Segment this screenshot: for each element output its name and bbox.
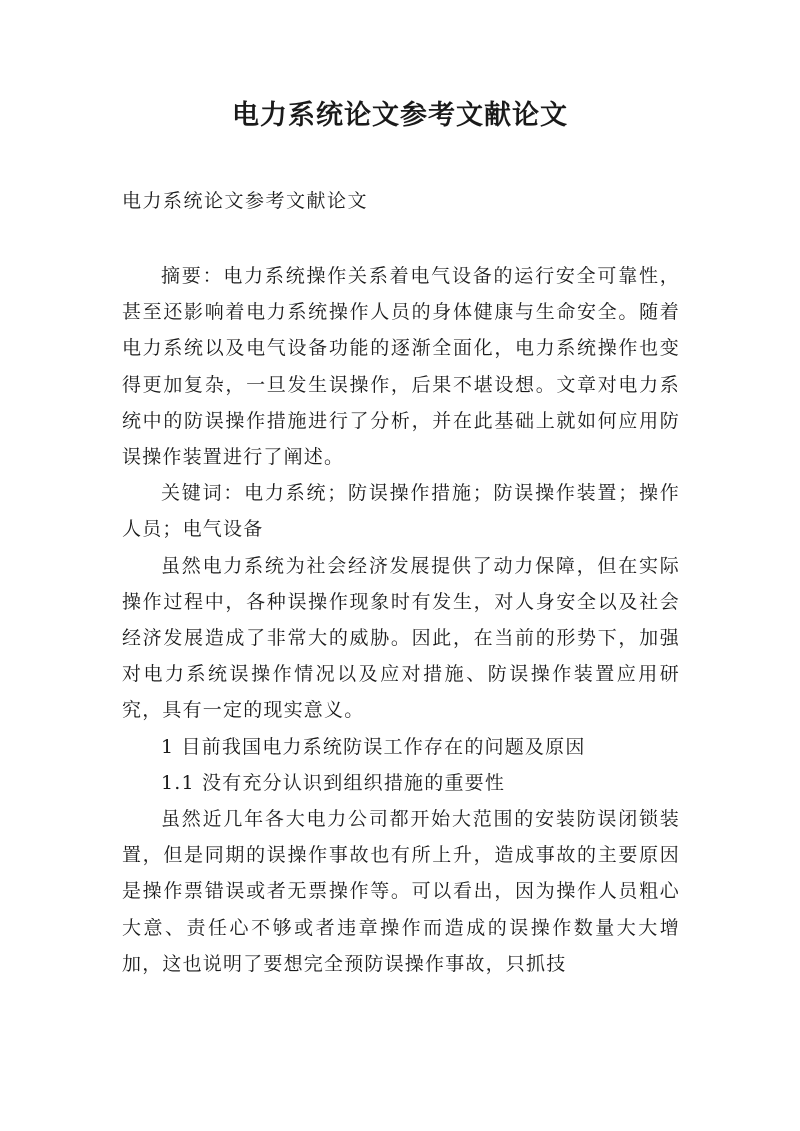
abstract-paragraph: 摘要：电力系统操作关系着电气设备的运行安全可靠性，甚至还影响着电力系统操作人员的身体健康与生命安全。随着电力系统以及电气设备功能的逐渐全面化，电力系统操作也变得更加复杂，一旦发生误操作，后果不堪设想。文章对电力系统中的防误操作措施进行了分析，并在此基础上就如何应用防误操作装置进行了阐述。 [122, 265, 680, 469]
section-heading-1-1: 1.1 没有充分认识到组织措施的重要性 [161, 771, 506, 794]
document-title: 电力系统论文参考文献论文 [232, 100, 568, 131]
body-paragraph: 虽然近几年各大电力公司都开始大范围的安装防误闭锁装置，但是同期的误操作事故也有所上升，造成事故的主要原因是操作票错误或者无票操作等。可以看出，因为操作人员粗心大意、责任心不够或者违章操作而造成的误操作数量大大增加，这也说明了要想完全预防误操作事故，只抓技 [122, 808, 680, 975]
document-body [122, 258, 680, 982]
document-subtitle: 电力系统论文参考文献论文 [122, 190, 369, 212]
keywords-paragraph: 关键词：电力系统；防误操作措施；防误操作装置；操作人员；电气设备 [122, 482, 680, 541]
section-heading-1: 1 目前我国电力系统防误工作存在的问题及原因 [161, 735, 586, 758]
intro-paragraph: 虽然电力系统为社会经济发展提供了动力保障，但在实际操作过程中，各种误操作现象时有发生，对人身安全以及社会经济发展造成了非常大的威胁。因此，在当前的形势下，加强对电力系统误操作情况以及应对措施、防误操作装置应用研究，具有一定的现实意义。 [122, 554, 680, 722]
